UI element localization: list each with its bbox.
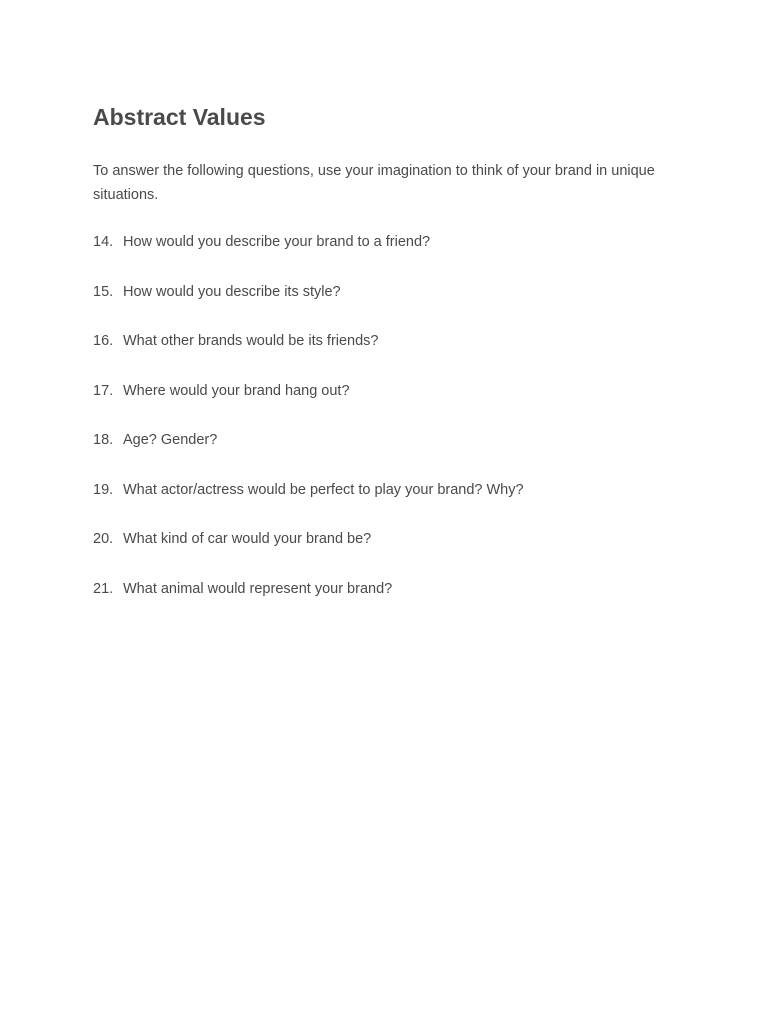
question-text: What kind of car would your brand be? bbox=[123, 531, 372, 547]
question-text: What animal would represent your brand? bbox=[123, 580, 393, 597]
question-number: 16. bbox=[93, 333, 114, 349]
question-text: Where would your brand hang out? bbox=[123, 382, 350, 399]
question-item bbox=[93, 232, 673, 252]
question-number: 21. bbox=[93, 580, 114, 597]
question-item bbox=[93, 480, 673, 500]
intro-paragraph: To answer the following questions, use your imagination to think of your brand in unique situations. bbox=[93, 163, 655, 203]
question-number: 19. bbox=[93, 481, 114, 498]
question-text: What actor/actress would be perfect to play your brand? Why? bbox=[123, 481, 524, 498]
question-item bbox=[93, 331, 673, 351]
question-text: Age? Gender? bbox=[123, 432, 218, 448]
question-number: 14. bbox=[93, 234, 114, 250]
question-number: 18. bbox=[93, 432, 114, 448]
question-item bbox=[93, 282, 673, 302]
question-item bbox=[93, 579, 673, 599]
question-number: 15. bbox=[93, 283, 114, 300]
question-item bbox=[93, 430, 673, 450]
question-text: How would you describe its style? bbox=[123, 283, 341, 300]
question-item bbox=[93, 381, 673, 401]
question-list bbox=[93, 232, 673, 599]
question-text: What other brands would be its friends? bbox=[123, 333, 379, 349]
question-text: How would you describe your brand to a friend? bbox=[123, 234, 431, 250]
question-item bbox=[93, 529, 673, 549]
document-page bbox=[93, 102, 673, 628]
question-number: 17. bbox=[93, 382, 114, 399]
page-title: Abstract Values bbox=[93, 104, 266, 130]
question-number: 20. bbox=[93, 531, 114, 547]
